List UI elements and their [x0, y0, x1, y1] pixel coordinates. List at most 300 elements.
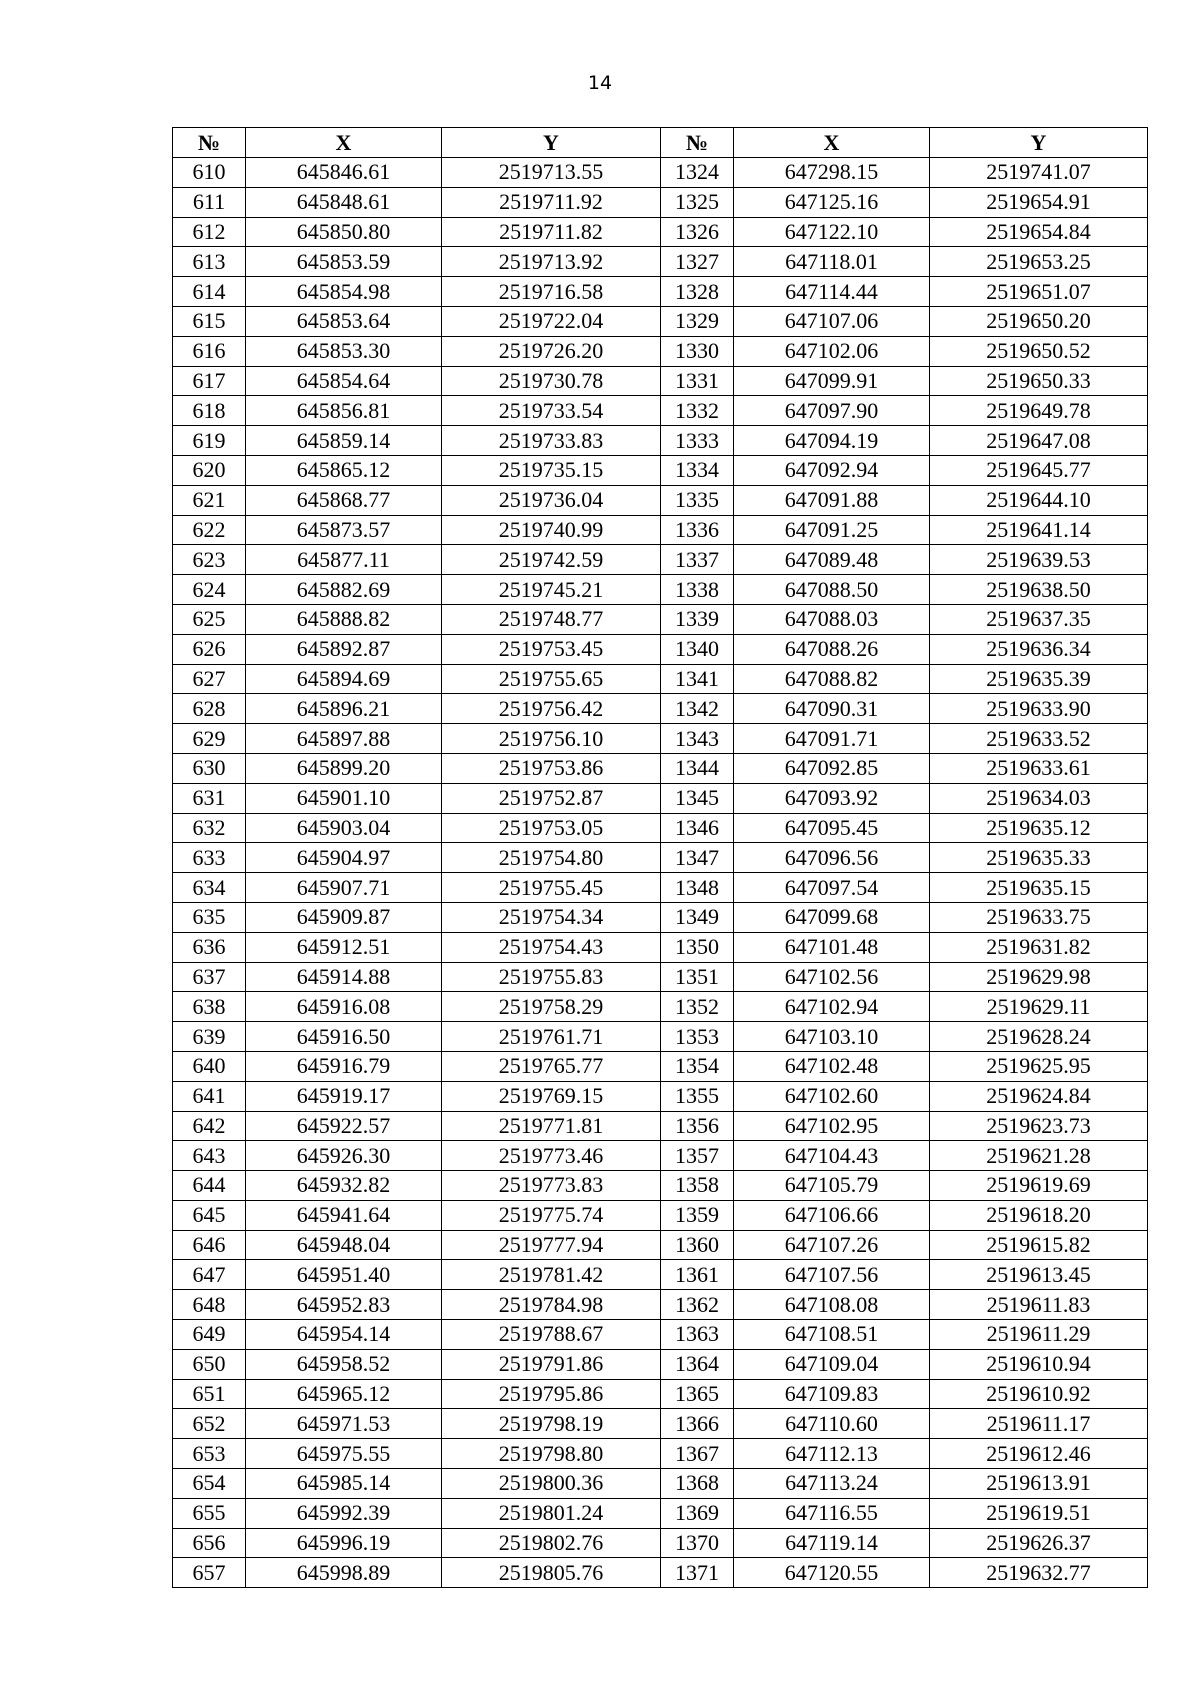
table-row: [173, 336, 1148, 366]
table-cell-point-number: 1365: [661, 1379, 734, 1409]
table-cell-x-coordinate: 647088.26: [734, 634, 930, 664]
table-cell-x-coordinate: 645985.14: [246, 1469, 442, 1499]
table-cell-x-coordinate: 645904.97: [246, 843, 442, 873]
table-row: [173, 1439, 1148, 1469]
table-cell-y-coordinate: 2519802.76: [442, 1528, 661, 1558]
table-cell-point-number: 1357: [661, 1141, 734, 1171]
table-cell-y-coordinate: 2519754.43: [442, 932, 661, 962]
table-cell-x-coordinate: 647103.10: [734, 1022, 930, 1052]
table-cell-point-number: 618: [173, 396, 246, 426]
table-cell-point-number: 1338: [661, 575, 734, 605]
table-cell-x-coordinate: 647102.48: [734, 1051, 930, 1081]
table-cell-x-coordinate: 645896.21: [246, 694, 442, 724]
table-cell-x-coordinate: 645846.61: [246, 158, 442, 188]
table-cell-x-coordinate: 645877.11: [246, 545, 442, 575]
table-cell-y-coordinate: 2519781.42: [442, 1260, 661, 1290]
table-cell-point-number: 657: [173, 1558, 246, 1588]
table-cell-point-number: 1369: [661, 1498, 734, 1528]
table-cell-point-number: 1363: [661, 1320, 734, 1350]
table-cell-y-coordinate: 2519635.33: [930, 843, 1148, 873]
table-cell-y-coordinate: 2519745.21: [442, 575, 661, 605]
table-cell-y-coordinate: 2519798.19: [442, 1409, 661, 1439]
table-cell-point-number: 627: [173, 664, 246, 694]
table-cell-point-number: 655: [173, 1498, 246, 1528]
table-row: [173, 187, 1148, 217]
table-cell-x-coordinate: 647105.79: [734, 1171, 930, 1201]
table-cell-point-number: 649: [173, 1320, 246, 1350]
table-cell-y-coordinate: 2519615.82: [930, 1230, 1148, 1260]
table-cell-x-coordinate: 647118.01: [734, 247, 930, 277]
table-cell-y-coordinate: 2519618.20: [930, 1200, 1148, 1230]
table-row: [173, 366, 1148, 396]
table-cell-y-coordinate: 2519800.36: [442, 1469, 661, 1499]
header-y-left: Y: [442, 128, 661, 158]
table-row: [173, 724, 1148, 754]
table-cell-y-coordinate: 2519633.90: [930, 694, 1148, 724]
table-cell-point-number: 1341: [661, 664, 734, 694]
table-cell-y-coordinate: 2519726.20: [442, 336, 661, 366]
table-cell-y-coordinate: 2519619.69: [930, 1171, 1148, 1201]
table-cell-x-coordinate: 647090.31: [734, 694, 930, 724]
table-cell-x-coordinate: 645882.69: [246, 575, 442, 605]
table-cell-point-number: 653: [173, 1439, 246, 1469]
header-number-left: №: [173, 128, 246, 158]
table-cell-x-coordinate: 645916.50: [246, 1022, 442, 1052]
table-cell-x-coordinate: 645901.10: [246, 783, 442, 813]
table-row: [173, 1141, 1148, 1171]
table-cell-x-coordinate: 645853.59: [246, 247, 442, 277]
table-cell-x-coordinate: 647114.44: [734, 277, 930, 307]
table-cell-x-coordinate: 645958.52: [246, 1349, 442, 1379]
table-cell-x-coordinate: 645992.39: [246, 1498, 442, 1528]
table-row: [173, 962, 1148, 992]
table-cell-point-number: 656: [173, 1528, 246, 1558]
table-cell-y-coordinate: 2519733.83: [442, 426, 661, 456]
table-cell-y-coordinate: 2519649.78: [930, 396, 1148, 426]
table-cell-x-coordinate: 645850.80: [246, 217, 442, 247]
table-cell-point-number: 1364: [661, 1349, 734, 1379]
table-cell-point-number: 635: [173, 902, 246, 932]
table-row: [173, 306, 1148, 336]
table-cell-point-number: 1361: [661, 1260, 734, 1290]
table-cell-x-coordinate: 645848.61: [246, 187, 442, 217]
table-cell-x-coordinate: 645853.30: [246, 336, 442, 366]
table-row: [173, 1171, 1148, 1201]
table-cell-point-number: 638: [173, 992, 246, 1022]
table-row: [173, 1230, 1148, 1260]
table-cell-point-number: 1371: [661, 1558, 734, 1588]
table-cell-point-number: 614: [173, 277, 246, 307]
table-cell-y-coordinate: 2519765.77: [442, 1051, 661, 1081]
table-cell-y-coordinate: 2519733.54: [442, 396, 661, 426]
table-cell-point-number: 1350: [661, 932, 734, 962]
table-cell-x-coordinate: 647092.94: [734, 455, 930, 485]
table-row: [173, 1290, 1148, 1320]
table-cell-x-coordinate: 645951.40: [246, 1260, 442, 1290]
table-cell-x-coordinate: 647112.13: [734, 1439, 930, 1469]
table-cell-y-coordinate: 2519730.78: [442, 366, 661, 396]
table-row: [173, 932, 1148, 962]
table-cell-y-coordinate: 2519633.52: [930, 724, 1148, 754]
table-cell-x-coordinate: 647110.60: [734, 1409, 930, 1439]
table-row: [173, 545, 1148, 575]
table-cell-point-number: 1370: [661, 1528, 734, 1558]
table-cell-y-coordinate: 2519758.29: [442, 992, 661, 1022]
table-cell-point-number: 642: [173, 1111, 246, 1141]
table-row: [173, 1081, 1148, 1111]
table-row: [173, 694, 1148, 724]
table-cell-point-number: 1329: [661, 306, 734, 336]
table-cell-y-coordinate: 2519650.33: [930, 366, 1148, 396]
table-cell-y-coordinate: 2519752.87: [442, 783, 661, 813]
table-cell-point-number: 632: [173, 813, 246, 843]
table-cell-y-coordinate: 2519611.83: [930, 1290, 1148, 1320]
table-cell-point-number: 625: [173, 604, 246, 634]
table-cell-point-number: 630: [173, 753, 246, 783]
table-cell-x-coordinate: 647102.06: [734, 336, 930, 366]
table-cell-x-coordinate: 645996.19: [246, 1528, 442, 1558]
table-cell-point-number: 1333: [661, 426, 734, 456]
table-cell-y-coordinate: 2519761.71: [442, 1022, 661, 1052]
table-cell-x-coordinate: 647099.68: [734, 902, 930, 932]
table-cell-point-number: 1360: [661, 1230, 734, 1260]
table-cell-point-number: 631: [173, 783, 246, 813]
table-cell-x-coordinate: 645919.17: [246, 1081, 442, 1111]
table-cell-x-coordinate: 647096.56: [734, 843, 930, 873]
table-cell-point-number: 641: [173, 1081, 246, 1111]
table-cell-y-coordinate: 2519639.53: [930, 545, 1148, 575]
table-cell-x-coordinate: 647091.71: [734, 724, 930, 754]
table-cell-y-coordinate: 2519651.07: [930, 277, 1148, 307]
table-cell-point-number: 1326: [661, 217, 734, 247]
table-cell-point-number: 1351: [661, 962, 734, 992]
table-row: [173, 575, 1148, 605]
table-row: [173, 158, 1148, 188]
table-cell-y-coordinate: 2519635.12: [930, 813, 1148, 843]
table-cell-x-coordinate: 645873.57: [246, 515, 442, 545]
table-cell-x-coordinate: 647109.04: [734, 1349, 930, 1379]
table-cell-y-coordinate: 2519638.50: [930, 575, 1148, 605]
table-cell-point-number: 644: [173, 1171, 246, 1201]
table-row: [173, 1260, 1148, 1290]
table-row: [173, 1498, 1148, 1528]
table-cell-y-coordinate: 2519773.83: [442, 1171, 661, 1201]
table-cell-point-number: 1353: [661, 1022, 734, 1052]
table-cell-y-coordinate: 2519755.65: [442, 664, 661, 694]
table-cell-y-coordinate: 2519801.24: [442, 1498, 661, 1528]
table-cell-point-number: 1352: [661, 992, 734, 1022]
table-cell-y-coordinate: 2519755.45: [442, 873, 661, 903]
table-cell-x-coordinate: 645907.71: [246, 873, 442, 903]
table-row: [173, 1320, 1148, 1350]
table-cell-point-number: 1355: [661, 1081, 734, 1111]
table-cell-x-coordinate: 647104.43: [734, 1141, 930, 1171]
table-cell-point-number: 1336: [661, 515, 734, 545]
table-cell-point-number: 1367: [661, 1439, 734, 1469]
table-cell-y-coordinate: 2519748.77: [442, 604, 661, 634]
table-cell-y-coordinate: 2519754.34: [442, 902, 661, 932]
table-cell-x-coordinate: 647097.54: [734, 873, 930, 903]
table-cell-point-number: 628: [173, 694, 246, 724]
table-cell-x-coordinate: 645894.69: [246, 664, 442, 694]
table-cell-point-number: 623: [173, 545, 246, 575]
table-cell-point-number: 1343: [661, 724, 734, 754]
table-cell-x-coordinate: 645952.83: [246, 1290, 442, 1320]
table-cell-y-coordinate: 2519713.55: [442, 158, 661, 188]
table-cell-point-number: 1349: [661, 902, 734, 932]
header-x-right: X: [734, 128, 930, 158]
table-cell-point-number: 1334: [661, 455, 734, 485]
table-row: [173, 1379, 1148, 1409]
table-cell-point-number: 620: [173, 455, 246, 485]
table-cell-point-number: 1368: [661, 1469, 734, 1499]
table-cell-point-number: 626: [173, 634, 246, 664]
table-cell-y-coordinate: 2519624.84: [930, 1081, 1148, 1111]
table-cell-x-coordinate: 647109.83: [734, 1379, 930, 1409]
table-cell-point-number: 651: [173, 1379, 246, 1409]
table-cell-y-coordinate: 2519740.99: [442, 515, 661, 545]
table-cell-x-coordinate: 645932.82: [246, 1171, 442, 1201]
table-cell-point-number: 612: [173, 217, 246, 247]
table-cell-x-coordinate: 647107.26: [734, 1230, 930, 1260]
table-cell-x-coordinate: 645916.79: [246, 1051, 442, 1081]
table-cell-point-number: 1362: [661, 1290, 734, 1320]
table-cell-x-coordinate: 645909.87: [246, 902, 442, 932]
table-cell-point-number: 1331: [661, 366, 734, 396]
table-cell-y-coordinate: 2519713.92: [442, 247, 661, 277]
table-cell-x-coordinate: 647094.19: [734, 426, 930, 456]
table-cell-y-coordinate: 2519795.86: [442, 1379, 661, 1409]
table-body: [173, 158, 1148, 1588]
table-cell-point-number: 1366: [661, 1409, 734, 1439]
table-cell-y-coordinate: 2519716.58: [442, 277, 661, 307]
table-cell-x-coordinate: 647101.48: [734, 932, 930, 962]
table-cell-x-coordinate: 647107.06: [734, 306, 930, 336]
table-cell-x-coordinate: 647091.88: [734, 485, 930, 515]
table-cell-x-coordinate: 647119.14: [734, 1528, 930, 1558]
table-cell-y-coordinate: 2519632.77: [930, 1558, 1148, 1588]
table-cell-point-number: 1332: [661, 396, 734, 426]
table-cell-point-number: 647: [173, 1260, 246, 1290]
table-cell-x-coordinate: 647093.92: [734, 783, 930, 813]
table-cell-x-coordinate: 645954.14: [246, 1320, 442, 1350]
table-cell-y-coordinate: 2519613.45: [930, 1260, 1148, 1290]
table-cell-y-coordinate: 2519711.82: [442, 217, 661, 247]
table-cell-point-number: 1325: [661, 187, 734, 217]
table-cell-point-number: 645: [173, 1200, 246, 1230]
table-cell-x-coordinate: 645971.53: [246, 1409, 442, 1439]
table-cell-x-coordinate: 647108.51: [734, 1320, 930, 1350]
table-cell-x-coordinate: 647116.55: [734, 1498, 930, 1528]
table-cell-point-number: 654: [173, 1469, 246, 1499]
table-cell-y-coordinate: 2519784.98: [442, 1290, 661, 1320]
table-cell-point-number: 646: [173, 1230, 246, 1260]
table-cell-point-number: 1359: [661, 1200, 734, 1230]
table-row: [173, 396, 1148, 426]
table-cell-y-coordinate: 2519741.07: [930, 158, 1148, 188]
table-cell-x-coordinate: 647102.94: [734, 992, 930, 1022]
table-cell-y-coordinate: 2519621.28: [930, 1141, 1148, 1171]
table-row: [173, 783, 1148, 813]
table-cell-point-number: 611: [173, 187, 246, 217]
table-cell-point-number: 1324: [661, 158, 734, 188]
table-row: [173, 1051, 1148, 1081]
table-cell-point-number: 1345: [661, 783, 734, 813]
table-cell-y-coordinate: 2519753.45: [442, 634, 661, 664]
table-row: [173, 843, 1148, 873]
table-cell-x-coordinate: 647122.10: [734, 217, 930, 247]
table-cell-y-coordinate: 2519619.51: [930, 1498, 1148, 1528]
table-cell-x-coordinate: 647088.82: [734, 664, 930, 694]
table-cell-y-coordinate: 2519755.83: [442, 962, 661, 992]
table-cell-y-coordinate: 2519629.11: [930, 992, 1148, 1022]
table-cell-x-coordinate: 645903.04: [246, 813, 442, 843]
table-cell-y-coordinate: 2519753.05: [442, 813, 661, 843]
table-cell-y-coordinate: 2519650.20: [930, 306, 1148, 336]
table-cell-x-coordinate: 645914.88: [246, 962, 442, 992]
table-cell-x-coordinate: 645868.77: [246, 485, 442, 515]
table-row: [173, 426, 1148, 456]
table-cell-x-coordinate: 645897.88: [246, 724, 442, 754]
table-row: [173, 515, 1148, 545]
table-cell-x-coordinate: 647298.15: [734, 158, 930, 188]
table-row: [173, 485, 1148, 515]
table-cell-y-coordinate: 2519636.34: [930, 634, 1148, 664]
table-cell-point-number: 1347: [661, 843, 734, 873]
table-cell-y-coordinate: 2519735.15: [442, 455, 661, 485]
table-cell-point-number: 1346: [661, 813, 734, 843]
table-cell-point-number: 1339: [661, 604, 734, 634]
table-row: [173, 1469, 1148, 1499]
table-row: [173, 1349, 1148, 1379]
table-cell-y-coordinate: 2519742.59: [442, 545, 661, 575]
table-cell-x-coordinate: 647092.85: [734, 753, 930, 783]
table-cell-x-coordinate: 647125.16: [734, 187, 930, 217]
table-cell-x-coordinate: 645899.20: [246, 753, 442, 783]
table-row: [173, 604, 1148, 634]
table-cell-x-coordinate: 647088.50: [734, 575, 930, 605]
table-cell-y-coordinate: 2519777.94: [442, 1230, 661, 1260]
table-cell-point-number: 640: [173, 1051, 246, 1081]
table-cell-y-coordinate: 2519756.10: [442, 724, 661, 754]
table-cell-y-coordinate: 2519626.37: [930, 1528, 1148, 1558]
table-cell-y-coordinate: 2519775.74: [442, 1200, 661, 1230]
table-row: [173, 1022, 1148, 1052]
table-cell-y-coordinate: 2519756.42: [442, 694, 661, 724]
table-cell-point-number: 1342: [661, 694, 734, 724]
table-cell-y-coordinate: 2519613.91: [930, 1469, 1148, 1499]
table-cell-y-coordinate: 2519736.04: [442, 485, 661, 515]
table-cell-point-number: 636: [173, 932, 246, 962]
table-cell-y-coordinate: 2519612.46: [930, 1439, 1148, 1469]
table-cell-point-number: 652: [173, 1409, 246, 1439]
table-cell-x-coordinate: 645916.08: [246, 992, 442, 1022]
table-cell-x-coordinate: 645859.14: [246, 426, 442, 456]
table-cell-y-coordinate: 2519644.10: [930, 485, 1148, 515]
table-cell-point-number: 1340: [661, 634, 734, 664]
table-row: [173, 1558, 1148, 1588]
table-cell-point-number: 622: [173, 515, 246, 545]
table-row: [173, 1409, 1148, 1439]
table-cell-y-coordinate: 2519650.52: [930, 336, 1148, 366]
table-cell-y-coordinate: 2519623.73: [930, 1111, 1148, 1141]
table-row: [173, 902, 1148, 932]
table-cell-y-coordinate: 2519654.84: [930, 217, 1148, 247]
table-cell-y-coordinate: 2519791.86: [442, 1349, 661, 1379]
table-cell-x-coordinate: 647113.24: [734, 1469, 930, 1499]
table-cell-x-coordinate: 645853.64: [246, 306, 442, 336]
table-cell-point-number: 1330: [661, 336, 734, 366]
table-cell-x-coordinate: 645965.12: [246, 1379, 442, 1409]
table-cell-x-coordinate: 645888.82: [246, 604, 442, 634]
table-cell-point-number: 643: [173, 1141, 246, 1171]
table-cell-x-coordinate: 647120.55: [734, 1558, 930, 1588]
table-cell-y-coordinate: 2519635.15: [930, 873, 1148, 903]
table-cell-point-number: 619: [173, 426, 246, 456]
table-cell-y-coordinate: 2519611.29: [930, 1320, 1148, 1350]
table-row: [173, 217, 1148, 247]
table-row: [173, 813, 1148, 843]
table-cell-y-coordinate: 2519653.25: [930, 247, 1148, 277]
table-row: [173, 277, 1148, 307]
header-number-right: №: [661, 128, 734, 158]
table-row: [173, 992, 1148, 1022]
header-y-right: Y: [930, 128, 1148, 158]
table-cell-point-number: 633: [173, 843, 246, 873]
coordinates-table: [172, 127, 1148, 1588]
table-cell-y-coordinate: 2519788.67: [442, 1320, 661, 1350]
table-cell-y-coordinate: 2519798.80: [442, 1439, 661, 1469]
table-cell-x-coordinate: 647091.25: [734, 515, 930, 545]
table-cell-point-number: 1337: [661, 545, 734, 575]
table-row: [173, 634, 1148, 664]
table-cell-y-coordinate: 2519625.95: [930, 1051, 1148, 1081]
table-cell-y-coordinate: 2519805.76: [442, 1558, 661, 1588]
table-cell-point-number: 1335: [661, 485, 734, 515]
table-cell-x-coordinate: 647102.95: [734, 1111, 930, 1141]
table-cell-x-coordinate: 645912.51: [246, 932, 442, 962]
table-cell-y-coordinate: 2519633.61: [930, 753, 1148, 783]
table-cell-y-coordinate: 2519711.92: [442, 187, 661, 217]
table-cell-y-coordinate: 2519634.03: [930, 783, 1148, 813]
table-cell-point-number: 613: [173, 247, 246, 277]
table-cell-y-coordinate: 2519645.77: [930, 455, 1148, 485]
table-cell-point-number: 610: [173, 158, 246, 188]
table-cell-y-coordinate: 2519628.24: [930, 1022, 1148, 1052]
table-cell-x-coordinate: 647099.91: [734, 366, 930, 396]
table-cell-point-number: 639: [173, 1022, 246, 1052]
table-cell-x-coordinate: 645922.57: [246, 1111, 442, 1141]
table-cell-x-coordinate: 645865.12: [246, 455, 442, 485]
table-cell-y-coordinate: 2519637.35: [930, 604, 1148, 634]
table-cell-point-number: 648: [173, 1290, 246, 1320]
table-cell-point-number: 616: [173, 336, 246, 366]
table-cell-y-coordinate: 2519722.04: [442, 306, 661, 336]
table-row: [173, 1528, 1148, 1558]
table-cell-point-number: 617: [173, 366, 246, 396]
table-row: [173, 664, 1148, 694]
table-cell-point-number: 1344: [661, 753, 734, 783]
table-cell-point-number: 629: [173, 724, 246, 754]
page-number: 14: [587, 72, 613, 94]
table-cell-point-number: 1354: [661, 1051, 734, 1081]
table-row: [173, 455, 1148, 485]
header-x-left: X: [246, 128, 442, 158]
table-cell-x-coordinate: 647089.48: [734, 545, 930, 575]
table-cell-x-coordinate: 645854.98: [246, 277, 442, 307]
table-cell-y-coordinate: 2519753.86: [442, 753, 661, 783]
table-cell-y-coordinate: 2519629.98: [930, 962, 1148, 992]
